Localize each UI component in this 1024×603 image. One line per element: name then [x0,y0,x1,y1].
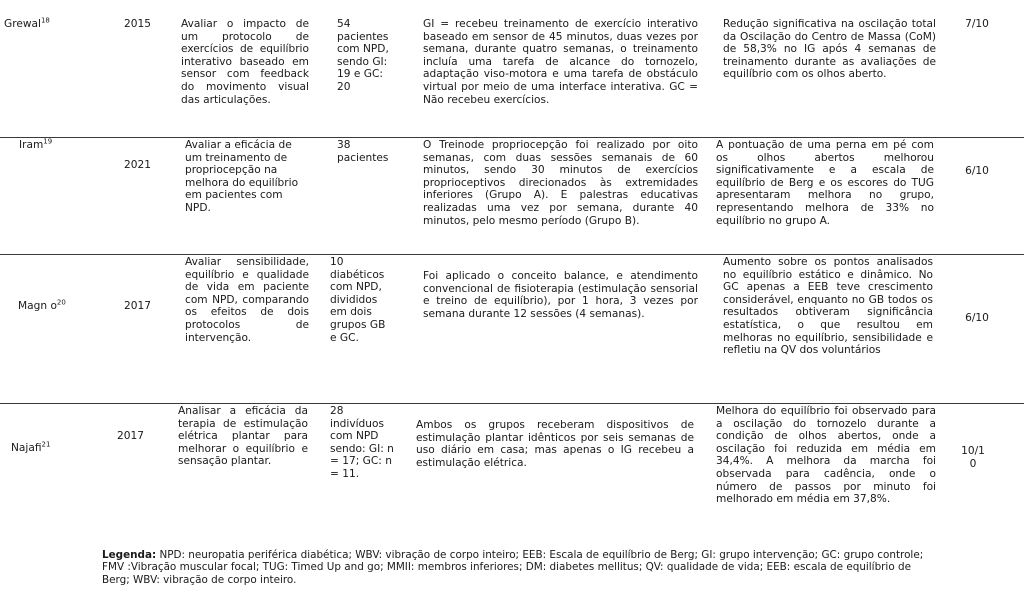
year-cell: 2021 [124,159,151,171]
legend-label: Legenda: [102,549,157,561]
reference-number: 21 [41,440,51,449]
author-cell [4,18,92,31]
table-row [0,254,1024,404]
year-cell: 2017 [124,300,151,312]
objective-cell: Avaliar a eficácia de um treinamento de propriocepção na melhora do equilíbrio em pacientes com NPD. [185,139,299,214]
reference-number: 18 [40,16,50,25]
reference-number: 19 [43,137,53,146]
sample-cell: 38 pacientes [337,139,389,164]
results-cell: Melhora do equilíbrio foi observado para a oscilação do tornozelo durante a condição de olhos abertos, onde a oscilação foi reduzida em média em 34,4%. A melhora da marcha foi observada para cadência, onde o número de passos por minuto foi melhorado em média em 37,8%. [716,405,936,506]
results-cell: Aumento sobre os pontos analisados no equilíbrio estático e dinâmico. No GC apenas a EEB teve crescimento considerável, enquanto no GB todos os resultados obtiveram significância estatística, o que resultou em melhoras no equilíbrio, sensibilidade e refletiu na QV dos voluntários [723,256,933,357]
intervention-cell: Ambos os grupos receberam dispositivos de estimulação plantar idênticos por seis semanas de uso diário em casa; mas apenas o IG recebeu a estimulação elétrica. [416,419,694,469]
table-row [0,14,1024,138]
table-row [0,403,1024,539]
table-row [0,137,1024,255]
intervention-cell: Foi aplicado o conceito balance, e atendimento convencional de fisioterapia (estimulação sensorial e treino de equilíbrio), por 1 hora, 3 vezes por semana durante 12 sessões (4 semanas). [423,270,698,320]
sample-cell: 28 indivíduos com NPD sendo: GI: n = 17; GC: n = 11. [330,405,394,480]
sample-cell: 54 pacientes com NPD, sendo GI: 19 e GC: 20 [337,18,389,93]
score-cell: 6/10 [965,312,989,324]
results-cell: A pontuação de uma perna em pé com os olhos abertos melhorou significativamente e a escala de equilíbrio de Berg e os escores do TUG apresentaram melhora no grupo, representando melhora de 33% no equilíbrio no grupo A. [716,139,934,227]
author-name: Iram [19,139,44,151]
author-name: Magn o [18,300,57,312]
objective-cell: Avaliar sensibilidade, equilíbrio e qualidade de vida em paciente com NPD, comparando os efeitos de dois protocolos de intervenção. [185,256,309,344]
legend-text: NPD: neuropatia periférica diabética; WBV: vibração de corpo inteiro; EEB: Escala de equilíbrio de Berg; GI: grupo intervenção; GC: grupo controle; FMV :Vibração muscular focal; TUG: Timed Up and go; MMII: membros inferiores; DM: diabetes mellitus; QV: qualidade de vida; EEB: escala de equilíbrio de Berg; WBV: vibração de corpo inteiro. [102,549,924,586]
author-name: Najafi [11,442,42,454]
objective-cell: Analisar a eficácia da terapia de estimulação elétrica plantar para melhorar o equilíbrio e sensação plantar. [178,405,308,468]
intervention-cell: GI = recebeu treinamento de exercício interativo baseado em sensor de 45 minutos, duas vezes por semana, durante quatro semanas, o treinamento incluía uma tarefa de alcance do tornozelo, adaptação viso-motora e uma tarefa de obstáculo virtual por meio de uma interface interativa. GC = Não recebeu exercícios. [423,18,698,106]
sample-cell: 10 diabéticos com NPD, divididos em dois grupos GB e GC. [330,256,386,344]
score-cell: 7/10 [965,18,989,30]
score-cell: 6/10 [965,165,989,177]
score-cell: 10/10 [961,445,985,470]
table-legend [102,549,937,586]
author-cell [18,300,98,313]
objective-cell: Avaliar o impacto de um protocolo de exercícios de equilíbrio interativo baseado em sensor com feedback do movimento visual das articulações. [181,18,309,106]
intervention-cell: O Treinode propriocepção foi realizado por oito semanas, com duas sessões semanais de 60 minutos, sendo 30 minutos de exercícios proprioceptivos direcionados às extremidades inferiores (Grupo A). E palestras educativas realizadas uma vez por semana, durante 40 minutos, pelo mesmo período (Grupo B). [423,139,698,227]
results-cell: Redução significativa na oscilação total da Oscilação do Centro de Massa (CoM) de 58,3% no IG após 4 semanas de treinamento durante as avaliações de equilíbrio com os olhos aberto. [723,18,936,81]
year-cell: 2015 [124,18,151,30]
author-name: Grewal [4,18,41,30]
author-cell [19,139,89,152]
reference-number: 20 [56,298,66,307]
year-cell: 2017 [117,430,144,442]
author-cell [11,442,91,455]
